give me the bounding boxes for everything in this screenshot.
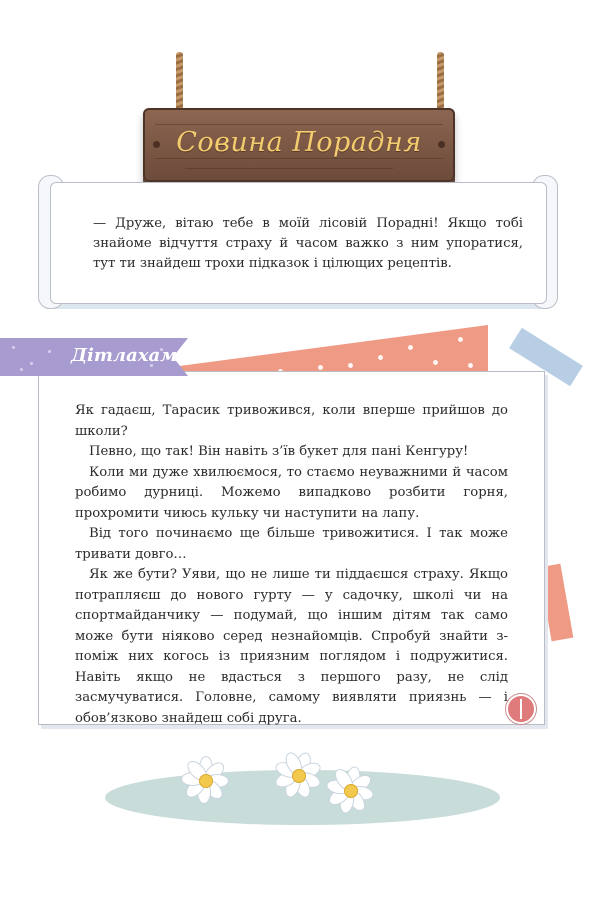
polka-dot-paper — [168, 325, 488, 375]
paragraph: Певно, що так! Він навіть з’їв букет для пані Кенгуру! — [89, 444, 469, 459]
section-label: Дітлахам — [71, 345, 178, 366]
rope-left — [176, 52, 183, 112]
paragraph: Від того починаємо ще більше тривожитися. І так може тривати довго… — [75, 526, 508, 562]
rope-right — [437, 52, 444, 112]
paragraph: Як гадаєш, Тарасик тривожився, коли вперше прийшов до школи? — [75, 403, 508, 439]
paragraph: Коли ми дуже хвилюємося, то стаємо неуважними й часом робимо дурниці. Можемо випадково розбити горня, прохромити чиюсь кульку чи наступити на лапу. — [75, 464, 508, 521]
ladybug-icon — [506, 694, 536, 724]
page-title: Совина Порадня — [176, 127, 422, 158]
wooden-sign — [143, 108, 455, 182]
advice-text — [75, 401, 508, 729]
paragraph: Як же бути? Уяви, що не лише ти піддаєшся страху. Якщо потрапляєш до нового гурту — у садочку, школі чи на спортмайданчику — подумай, що іншим дітям так само може бути ніяково серед незнайомців. Спробуй знайти з-поміж них когось із приязним поглядом і подружитися. Навіть якщо не вдасться з першого разу, не слід засмучуватися. Головне, самому виявляти приязнь — і обов’язково знайдеш собі друга. — [75, 567, 508, 726]
intro-text: — Друже, вітаю тебе в моїй лісовій Порадні! Якщо тобі знайоме відчуття страху й часом важко з ним упоратися, тут ти знайдеш трохи підказок і цілющих рецептів. — [93, 216, 523, 271]
